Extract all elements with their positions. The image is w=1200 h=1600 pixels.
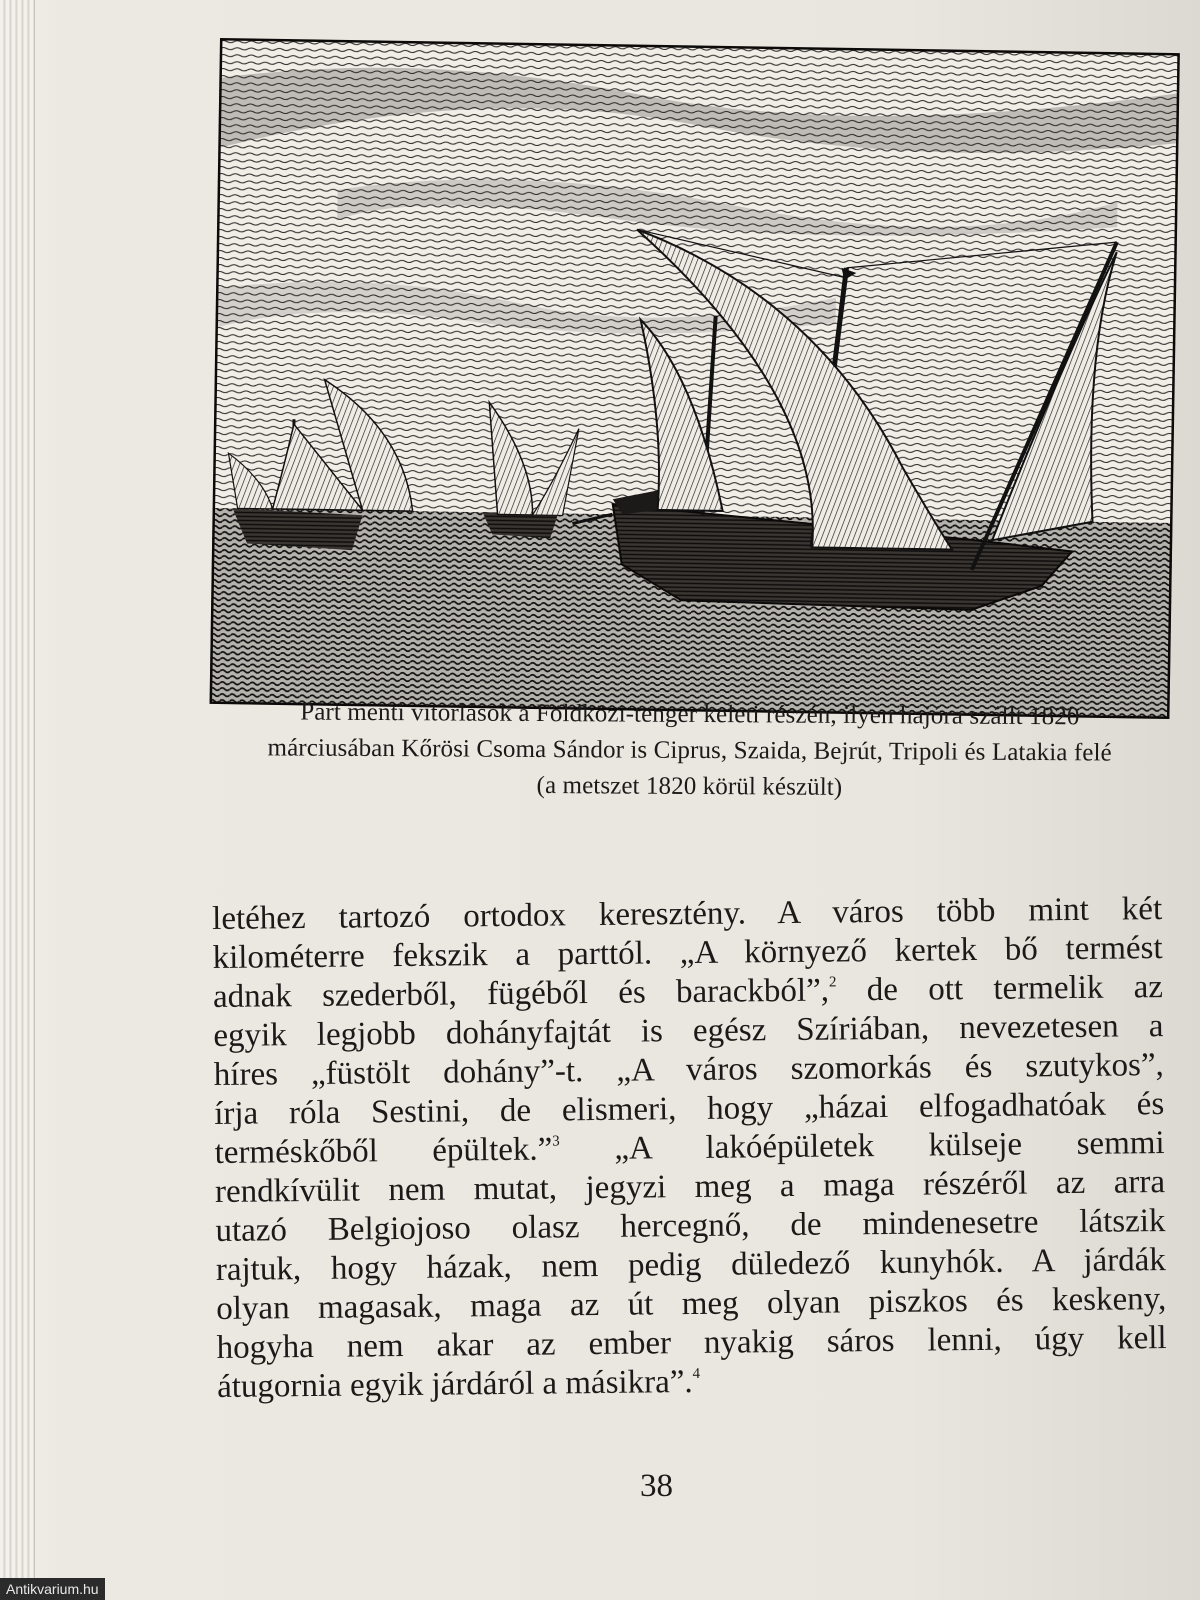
footnote-mark: 4 [692, 1365, 701, 1382]
illustration-caption [209, 694, 1170, 808]
text-line: írja róla Sestini, de elismeri, hogy „házai elfogadhatóak és [214, 1086, 1165, 1132]
watermark-label: Antikvarium.hu [0, 1578, 105, 1600]
body-text [212, 890, 1167, 1407]
text-segment: de ott termelik az [866, 969, 1164, 1009]
caption-line: (a metszet 1820 körül készült) [536, 771, 843, 801]
text-line: rajtuk, hogy házak, nem pedig düledező kunyhók. A járdák [215, 1242, 1167, 1288]
book-spine-edge [0, 0, 35, 1600]
text-line: utazó Belgiojoso olasz hercegnő, de mindenesetre látszik [215, 1203, 1166, 1249]
text-line: egyik legjobb dohányfajtát is egész Szíriában, nevezetesen a [213, 1008, 1164, 1054]
ship-engraving-illustration [210, 38, 1180, 719]
text-line: olyan magasak, maga az út meg olyan piszkos és keskeny, [216, 1281, 1167, 1327]
text-line: letéhez tartozó ortodox keresztény. A város több mint két [212, 891, 1163, 937]
text-segment: átugornia egyik járdáról a másikra”. [216, 1363, 693, 1405]
caption-line: márciusában Kőrösi Csoma Sándor is Ciprus, Szaida, Bejrút, Tripoli és Latakia felé [267, 734, 1112, 767]
text-segment: terméskőből épültek.” [214, 1131, 553, 1171]
footnote-mark: 3 [552, 1133, 560, 1150]
footnote-mark: 2 [828, 974, 837, 991]
text-segment: adnak szederből, fügéből és barackból”, [212, 972, 830, 1015]
text-line: híres „füstölt dohány”-t. „A város szomorkás és szutykos”, [213, 1047, 1164, 1093]
page-number: 38 [640, 1468, 673, 1504]
caption-line: Part menti vitorlások a Földközi-tenger keleti részén, ilyen hajóra szállt 1820 [300, 698, 1080, 731]
text-line: rendkívülit nem mutat, jegyzi meg a maga részéről az arra [214, 1164, 1166, 1210]
text-segment: „A lakóépületek külseje semmi [614, 1125, 1165, 1167]
text-line: kilométerre fekszik a parttól. „A környező kertek bő termést [212, 930, 1163, 976]
text-line: hogyha nem akar az ember nyakig sáros lenni, úgy kell [216, 1320, 1167, 1366]
